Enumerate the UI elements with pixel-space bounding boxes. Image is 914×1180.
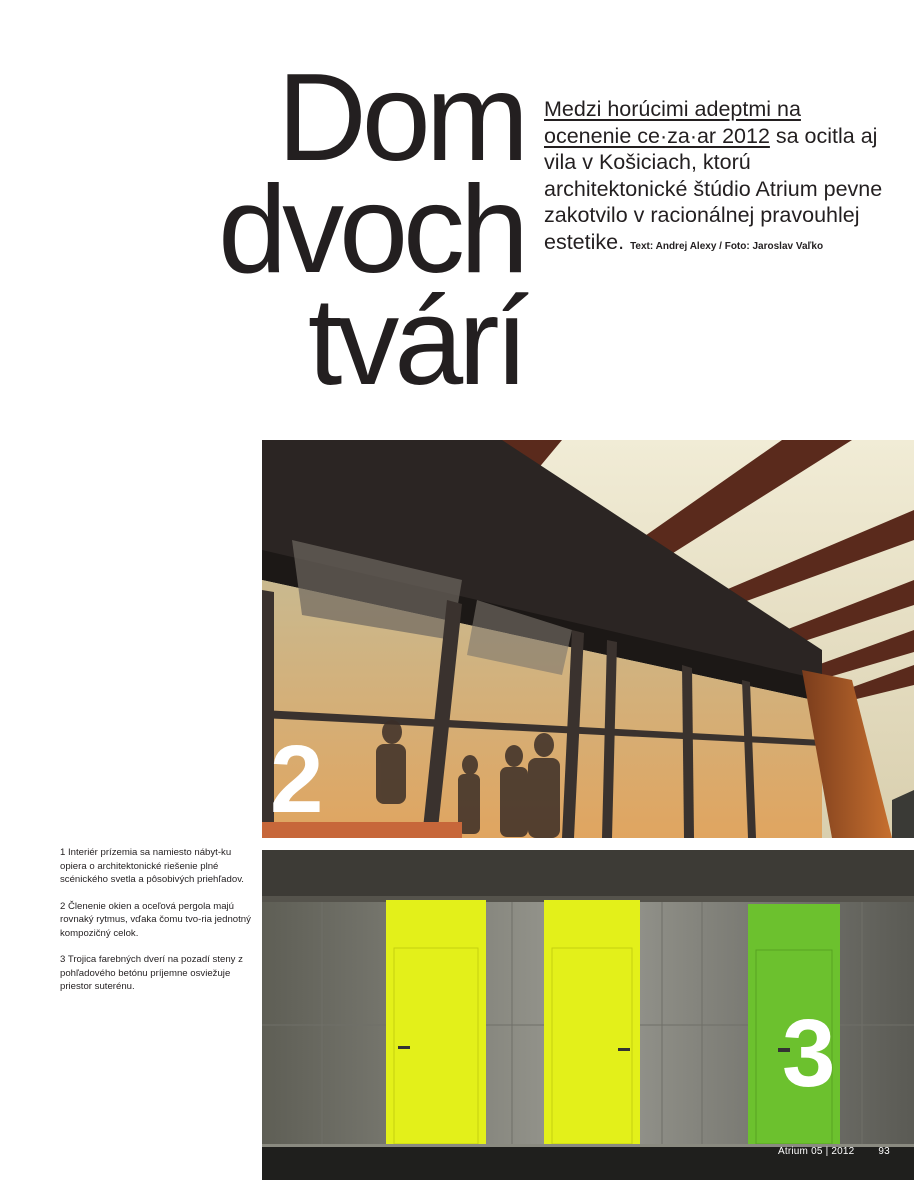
page-number: 93 [878, 1146, 890, 1157]
magazine-issue: Atrium 05 | 2012 [778, 1146, 855, 1157]
photo-number-2: 2 [270, 726, 324, 833]
page-footer [778, 1146, 890, 1157]
photo-captions [60, 846, 255, 1007]
caption-2: 2 Členenie okien a oceľová pergola majú rovnaký rytmus, vďaka čomu tvo-ria jednotný kompozičný celok. [60, 900, 251, 939]
photo-number-3: 3 [782, 1000, 836, 1107]
lead-paragraph [544, 96, 894, 260]
caption-3: 3 Trojica farebných dverí na pozadí steny z pohľadového betónu príjemne osviežuje priestor suterénu. [60, 954, 243, 992]
article-title [218, 49, 524, 411]
photo-credits: Text: Andrej Alexy / Foto: Jaroslav Vaľko [630, 240, 824, 252]
title-line-2: dvoch [218, 161, 524, 299]
photo-facade [262, 440, 914, 838]
lead-underlined-2: ocenenie ce·za·ar 2012 [544, 123, 770, 148]
caption-1: 1 Interiér prízemia sa namiesto nábyt-ku opiera o architektonické riešenie plné scénického svetla a pôsobivých priehľadov. [60, 847, 244, 885]
title-line-1: Dom [277, 49, 524, 187]
lead-underlined-1: Medzi horúcimi adeptmi na [544, 97, 801, 121]
title-line-3: tvárí [307, 273, 524, 411]
lead-text: sa ocitla aj vila v Košiciach, ktorú architektonické štúdio Atrium pevne zakotvilo v racionálnej pravouhlej estetike. [544, 123, 883, 254]
